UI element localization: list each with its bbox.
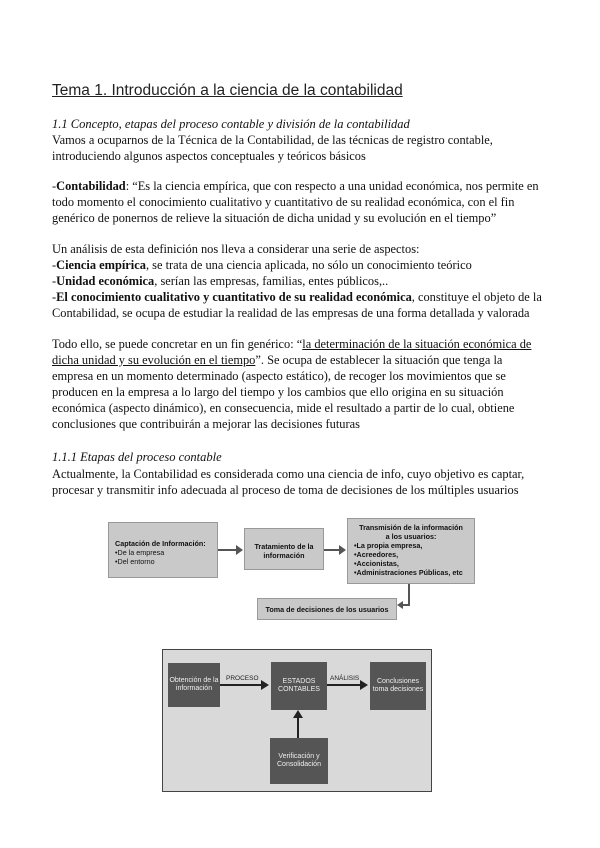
arrowhead-icon xyxy=(261,680,269,690)
aspect-item: -El conocimiento cualitativo y cuantitativo de su realidad económica, constituye el objeto de la xyxy=(52,290,542,304)
text-line: introduciendo algunos aspectos conceptuales y teóricos básicos xyxy=(52,149,366,163)
box-item: •Administraciones Públicas, etc xyxy=(354,568,463,577)
analisis-label: ANÁLISIS xyxy=(330,675,360,682)
text-span: : “Es la ciencia empírica, que con respecto a una unidad económica, nos permite en xyxy=(125,179,539,193)
arrowhead-icon xyxy=(293,710,303,718)
text-line: genérico de ponernos de relieve la situación de dicha unidad y su evolución en el tiempo” xyxy=(52,211,497,225)
text-line: todo momento el conocimiento cualitativo y cuantitativo de su realidad económica, con el fin xyxy=(52,195,515,209)
text-line: procesar y transmitir info adecuada al proceso de toma de decisiones de los múltiples usuarios xyxy=(52,483,519,497)
box-line: información xyxy=(263,551,305,560)
etapas-paragraph xyxy=(52,466,572,498)
verificacion-box: Verificación y Consolidación xyxy=(270,738,328,784)
box-title: Transmisión de la información xyxy=(359,523,463,532)
definition-term: Contabilidad xyxy=(56,179,126,193)
aspect-text: , serían las empresas, familias, entes públicos,.. xyxy=(154,274,389,288)
definition-paragraph xyxy=(52,178,572,226)
text-line xyxy=(52,336,572,352)
box-title: Captación de Información: xyxy=(115,539,206,548)
section-heading-2: 1.1.1 Etapas del proceso contable xyxy=(52,450,222,464)
connector-line xyxy=(408,584,410,604)
text-line: Vamos a ocuparnos de la Técnica de la Contabilidad, de las técnicas de registro contable, xyxy=(52,133,493,147)
arrowhead-icon xyxy=(236,545,243,555)
aspect-term: Unidad económica xyxy=(56,274,155,288)
section-heading-1: 1.1 Concepto, etapas del proceso contable y división de la contabilidad xyxy=(52,117,410,131)
text-line xyxy=(52,352,572,368)
arrowhead-icon xyxy=(360,680,368,690)
text-line: -Contabilidad: “Es la ciencia empírica, que con respecto a una unidad económica, nos permite en xyxy=(52,179,539,193)
box-item: •Acreedores, xyxy=(354,550,399,559)
box-title: a los usuarios: xyxy=(385,532,437,541)
arrow-proceso xyxy=(220,684,264,686)
text-span: ”. Se ocupa de establecer la situación que tenga la xyxy=(255,353,503,367)
conclusiones-box: Conclusiones toma decisiones xyxy=(370,662,426,710)
transmision-box xyxy=(347,518,475,584)
text-line: Un análisis de esta definición nos lleva a considerar una serie de aspectos: xyxy=(52,242,420,256)
aspect-text: , se trata de una ciencia aplicada, no sólo un conocimiento teórico xyxy=(145,258,472,272)
text-line: económica (aspecto dinámico), en consecuencia, mide el resultado a partir de lo cual, obtiene xyxy=(52,401,515,415)
tratamiento-box xyxy=(244,528,324,570)
fin-paragraph xyxy=(52,336,572,432)
text-line: conclusiones que contribuirán a mejorar las decisiones futuras xyxy=(52,417,360,431)
box-item: •Accionistas, xyxy=(354,559,399,568)
box-item: •La propia empresa, xyxy=(354,541,423,550)
aspect-term: El conocimiento cualitativo y cuantitativo de su realidad económica xyxy=(56,290,412,304)
aspects-paragraph xyxy=(52,241,572,321)
box-line: Tratamiento de la xyxy=(254,542,314,551)
estados-box: ESTADOS CONTABLES xyxy=(271,662,327,710)
aspect-text: , constituye el objeto de la xyxy=(411,290,542,304)
text-line: Contabilidad, se ocupa de estudiar la realidad de las empresas de una forma detallada y valorada xyxy=(52,306,530,320)
arrowhead-icon xyxy=(339,545,346,555)
toma-box: Toma de decisiones de los usuarios xyxy=(257,598,397,620)
box-item: •De la empresa xyxy=(115,548,165,557)
captacion-box xyxy=(108,522,218,578)
text-line: producen en la empresa a lo largo del tiempo y los cambios que ello origina en su situación xyxy=(52,385,504,399)
text-line: empresa en un momento determinado (aspecto estático), de recoger los movimientos que se xyxy=(52,369,506,383)
box-item: •Del entorno xyxy=(115,557,155,566)
aspect-item: -Ciencia empírica, se trata de una ciencia aplicada, no sólo un conocimiento teórico xyxy=(52,258,472,272)
arrowhead-icon xyxy=(397,601,403,609)
text-span: Todo ello, se puede concretar en un fin genérico: “ xyxy=(52,337,303,351)
underlined-text: dicha unidad y su evolución en el tiempo xyxy=(52,353,256,367)
text-line: Actualmente, la Contabilidad es considerada como una ciencia de info, cuyo objetivo es captar, xyxy=(52,467,525,481)
aspect-term: Ciencia empírica xyxy=(56,258,146,272)
intro-paragraph xyxy=(52,132,572,164)
arrow-up-line xyxy=(297,716,299,738)
underlined-text: la determinación de la situación económica de xyxy=(302,337,532,351)
proceso-label: PROCESO xyxy=(226,675,259,682)
arrow-analisis xyxy=(327,684,363,686)
page-title: Tema 1. Introducción a la ciencia de la contabilidad xyxy=(52,82,403,99)
obtencion-box: Obtención de la información xyxy=(168,663,220,707)
aspect-item: -Unidad económica, serían las empresas, familias, entes públicos,.. xyxy=(52,274,389,288)
